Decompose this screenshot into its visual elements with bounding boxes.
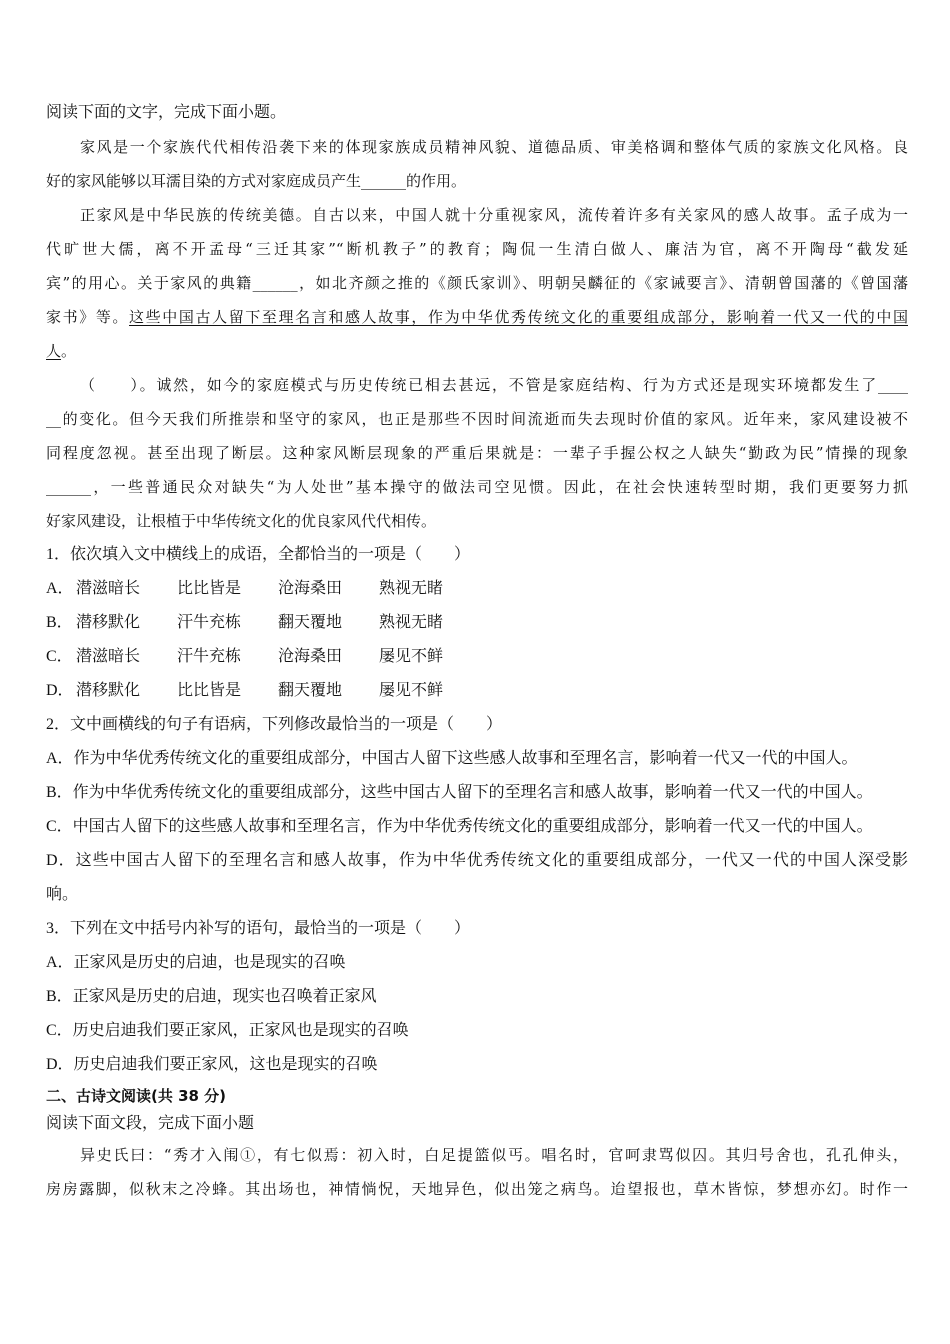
section-instruction: 阅读下面文段，完成下面小题 bbox=[46, 1115, 255, 1132]
idiom: 汗牛充栋 bbox=[177, 648, 242, 665]
passage-line: __的变化。但今天我们所推崇和坚守的家风，也正是那些不因时间流逝而失去现时价值的家风。近年来，家风建设被不 bbox=[46, 410, 908, 428]
classical-text-line: 异史氏曰：“秀才入闱①，有七似焉：初入时，白足提篮似丐。唱名时，官呵隶骂似囚。其归号舍也，孔孔伸头， bbox=[80, 1146, 908, 1164]
question-stem: 1．依次填入文中横线上的成语，全都恰当的一项是（ ） bbox=[46, 546, 471, 563]
option-label: C． bbox=[46, 648, 73, 665]
idiom: 翻天覆地 bbox=[278, 614, 343, 631]
idiom: 潜滋暗长 bbox=[76, 648, 141, 665]
option-c[interactable]: C．中国古人留下的这些感人故事和至理名言，作为中华优秀传统文化的重要组成部分，影响着一代又一代的中国人。 bbox=[46, 818, 873, 835]
passage-line bbox=[46, 334, 908, 368]
idiom: 比比皆是 bbox=[177, 580, 242, 597]
idiom: 屡见不鲜 bbox=[379, 648, 444, 665]
option-b[interactable]: B．正家风是历史的启迪，现实也召唤着正家风 bbox=[46, 988, 377, 1005]
option-a[interactable]: A．作为中华优秀传统文化的重要组成部分，中国古人留下这些感人故事和至理名言，影响着一代又一代的中国人。 bbox=[46, 750, 858, 767]
option-a[interactable] bbox=[46, 572, 908, 606]
option-label: B． bbox=[46, 614, 73, 631]
passage-text: 。 bbox=[61, 342, 77, 360]
section-2 bbox=[46, 1082, 908, 1206]
option-d[interactable]: D．历史启迪我们要正家风，这也是现实的召唤 bbox=[46, 1056, 378, 1073]
option-b[interactable]: B．作为中华优秀传统文化的重要组成部分，这些中国古人留下的至理名言和感人故事，影响着一代又一代的中国人。 bbox=[46, 784, 873, 801]
passage-line: 家风是一个家族代代相传沿袭下来的体现家族成员精神风貌、道德品质、审美格调和整体气质的家族文化风格。良 bbox=[80, 138, 908, 156]
passage-line: 好的家风能够以耳濡目染的方式对家庭成员产生______的作用。 bbox=[46, 172, 467, 190]
passage-line bbox=[46, 300, 908, 334]
idiom: 熟视无睹 bbox=[379, 580, 444, 597]
idiom: 汗牛充栋 bbox=[177, 614, 242, 631]
passage-paragraph-3 bbox=[46, 368, 908, 538]
passage-line: 同程度忽视。甚至出现了断层。这种家风断层现象的严重后果就是：一辈子手握公权之人缺失“勤政为民”情操的现象 bbox=[46, 444, 908, 462]
reading-instruction: 阅读下面的文字，完成下面小题。 bbox=[46, 104, 287, 121]
question-3 bbox=[46, 912, 908, 1082]
option-c[interactable]: C．历史启迪我们要正家风，正家风也是现实的召唤 bbox=[46, 1022, 409, 1039]
option-c[interactable] bbox=[46, 640, 908, 674]
passage-line: 代旷世大儒，离不开孟母“三迁其家”“断机教子”的教育；陶侃一生清白做人、廉洁为官，离不开陶母“截发延 bbox=[46, 240, 908, 258]
exam-page bbox=[46, 96, 908, 1206]
idiom: 沧海桑田 bbox=[278, 648, 343, 665]
question-1 bbox=[46, 538, 908, 708]
passage-line: 宾”的用心。关于家风的典籍______，如北齐颜之推的《颜氏家训》、明朝吴麟征的《家诫要言》、清朝曾国藩的《曾国藩 bbox=[46, 274, 908, 292]
idiom: 潜移默化 bbox=[76, 614, 141, 631]
passage-line: 好家风建设，让根植于中华传统文化的优良家风代代相传。 bbox=[46, 512, 437, 530]
option-label: D． bbox=[46, 682, 74, 699]
option-label: A． bbox=[46, 580, 74, 597]
idiom: 翻天覆地 bbox=[278, 682, 343, 699]
option-a[interactable]: A．正家风是历史的启迪，也是现实的召唤 bbox=[46, 954, 346, 971]
classical-text-line: 房房露脚，似秋末之冷蜂。其出场也，神情惝怳，天地异色，似出笼之病鸟。迨望报也，草木皆惊，梦想亦幻。时作一 bbox=[46, 1180, 908, 1198]
underlined-sentence: 这些中国古人留下至理名言和感人故事，作为中华优秀传统文化的重要组成部分，影响着一代又一代的中国 bbox=[129, 308, 908, 326]
idiom: 比比皆是 bbox=[177, 682, 242, 699]
underlined-sentence-end: 人 bbox=[46, 342, 62, 360]
passage-line: 正家风是中华民族的传统美德。自古以来，中国人就十分重视家风，流传着许多有关家风的感人故事。孟子成为一 bbox=[80, 206, 908, 224]
idiom: 屡见不鲜 bbox=[379, 682, 444, 699]
passage-text: 家书》等。 bbox=[46, 308, 130, 326]
option-d-continued[interactable]: 响。 bbox=[46, 886, 79, 903]
passage-paragraph-2 bbox=[46, 198, 908, 368]
option-d[interactable]: D．这些中国古人留下的至理名言和感人故事，作为中华优秀传统文化的重要组成部分，一代又一代的中国人深受影 bbox=[46, 852, 908, 869]
idiom: 沧海桑田 bbox=[278, 580, 343, 597]
idiom: 潜滋暗长 bbox=[76, 580, 141, 597]
idiom: 熟视无睹 bbox=[379, 614, 444, 631]
idiom: 潜移默化 bbox=[76, 682, 141, 699]
question-stem: 3．下列在文中括号内补写的语句，最恰当的一项是（ ） bbox=[46, 920, 471, 937]
section-heading: 二、古诗文阅读(共 38 分) bbox=[46, 1087, 227, 1105]
passage-paragraph-1 bbox=[46, 130, 908, 198]
question-2 bbox=[46, 708, 908, 912]
passage-line: （ ）。诚然，如今的家庭模式与历史传统已相去甚远，不管是家庭结构、行为方式还是现实环境都发生了____ bbox=[80, 376, 908, 394]
option-d[interactable] bbox=[46, 674, 908, 708]
option-b[interactable] bbox=[46, 606, 908, 640]
passage-line: ______，一些普通民众对缺失“为人处世”基本操守的做法司空见惯。因此，在社会快速转型时期，我们更要努力抓 bbox=[46, 478, 908, 496]
question-stem: 2．文中画横线的句子有语病，下列修改最恰当的一项是（ ） bbox=[46, 716, 503, 733]
